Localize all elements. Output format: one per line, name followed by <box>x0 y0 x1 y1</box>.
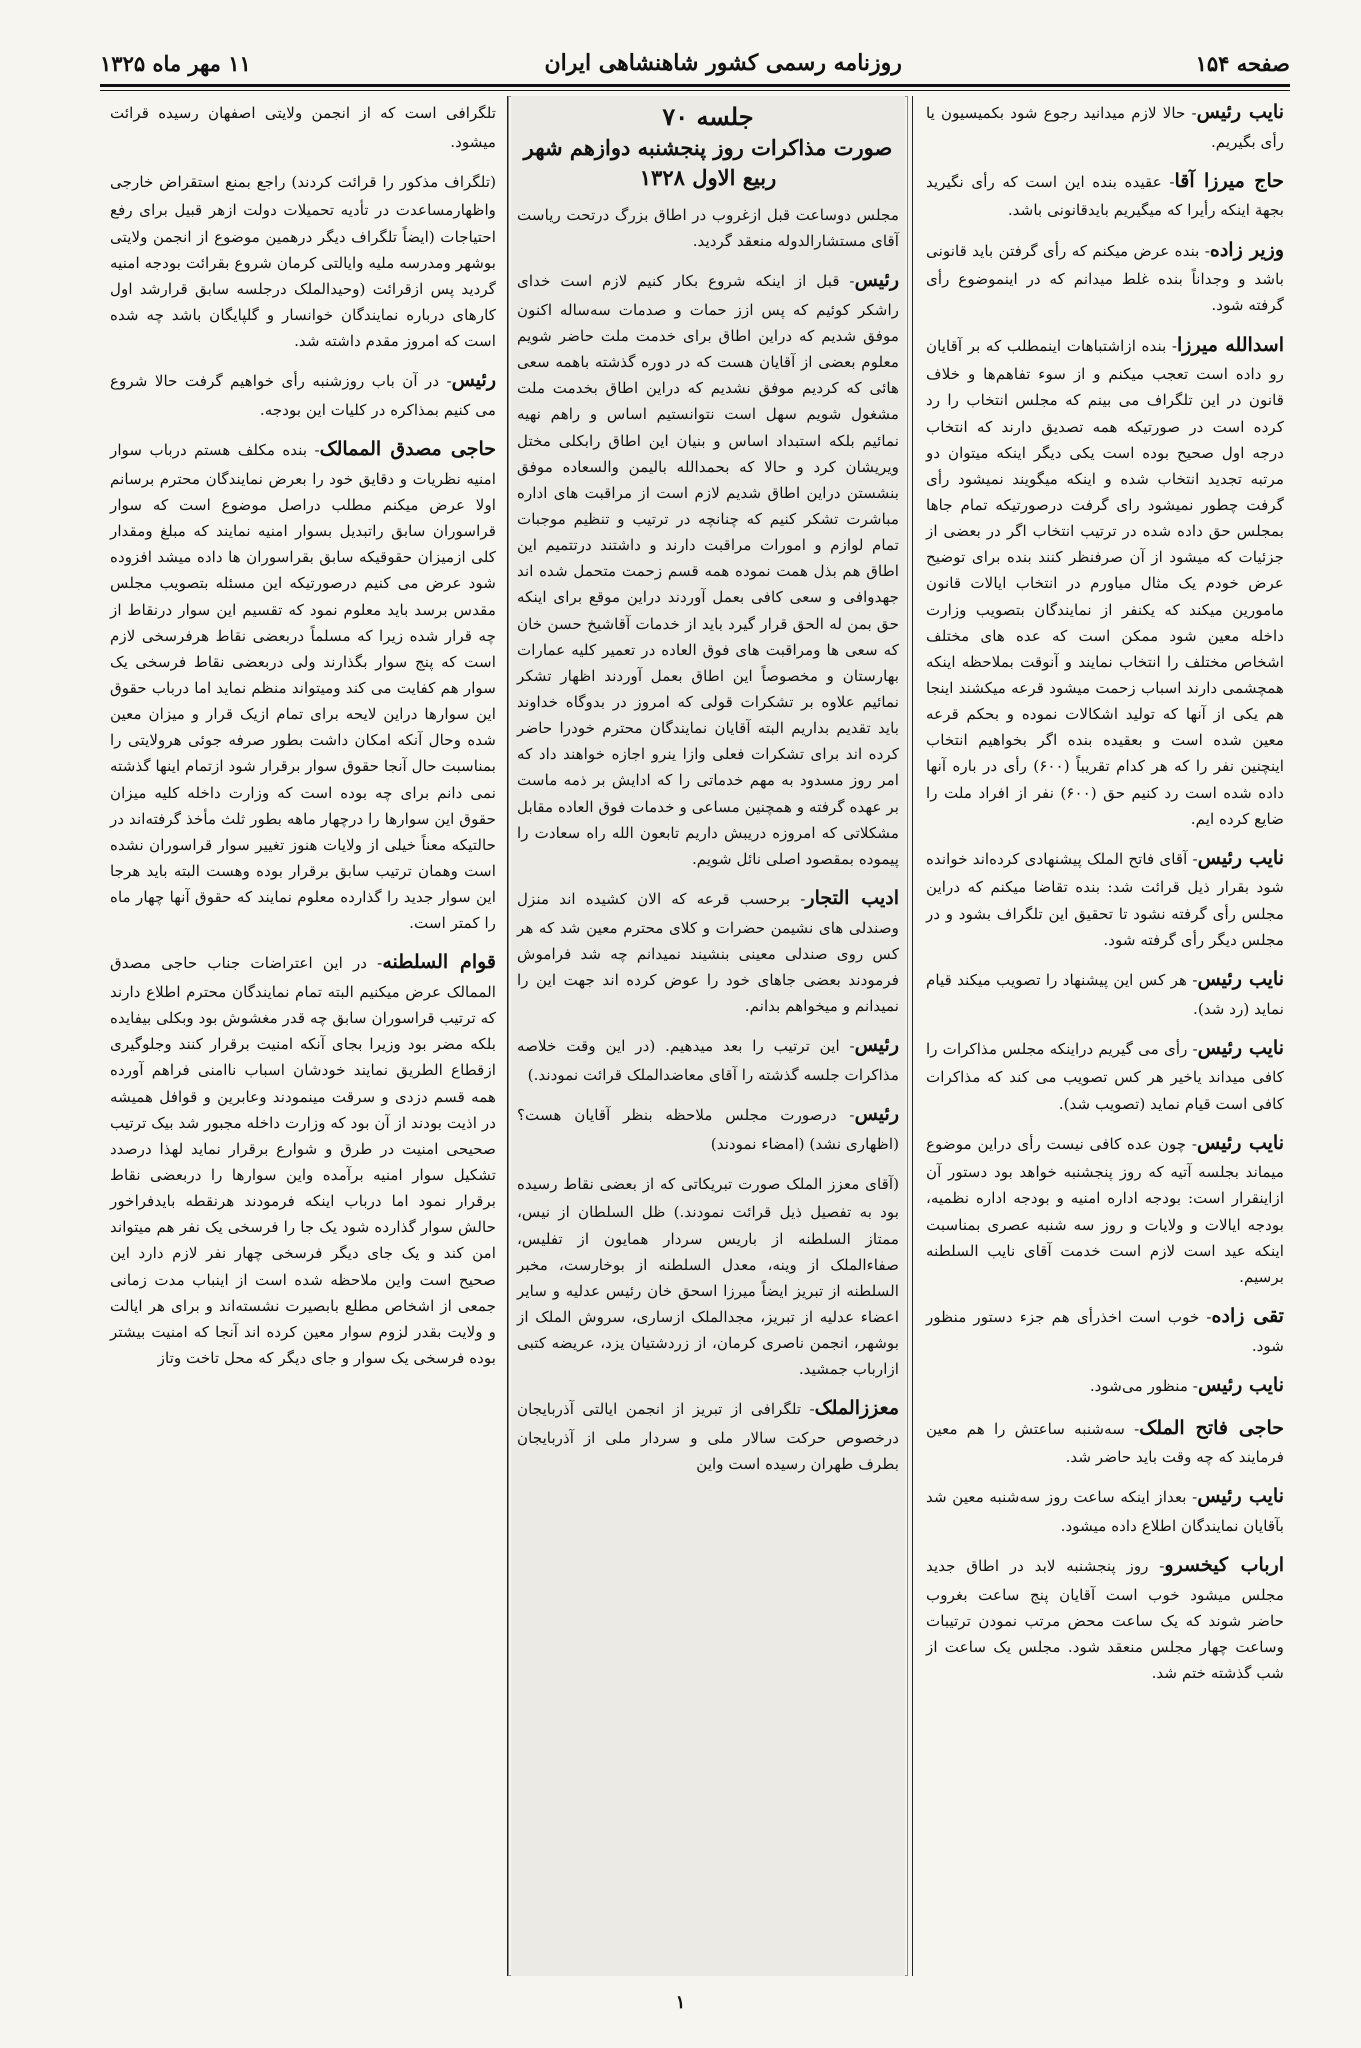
issue-date: ۱۱ مهر ماه ۱۳۲۵ <box>100 50 251 76</box>
page-label: صفحه ۱۵۴ <box>1195 50 1290 76</box>
speech-paragraph <box>110 364 496 423</box>
speech-paragraph <box>110 165 496 355</box>
speech-paragraph <box>926 842 1284 953</box>
speech-text: (تلگراف مذکور را قرائت کردند) راجع بمنع استقراض خارجی واظهارمساعدت در تأدیه تحمیلات دولت ازهر قبیل برای رفع احتیاجات (ایضاً تلگراف دیگر درهمین موضوع از انجمن ولایتی بوشهر ومدرسه ملیه وایالتی کرمان شروع بقرائت بودجه امنیه گردید پس ازقرائت (وحیدالملک درجلسه سابق قرارشد اول کارهای درباره نمایندگان خوانسار و گلپایگان باشد چه شده است که امروز مقدم داشته شد. <box>110 172 496 351</box>
speech-text: - رأی می گیریم دراینکه مجلس مذاکرات را کافی میداند یاخیر هر کس تصویب می کند که مذاکرات کافی است قیام نماید (تصویب شد). <box>926 1039 1284 1113</box>
speech-paragraph <box>110 433 496 936</box>
speech-text: - قبل از اینکه شروع بکار کنیم لازم است خدای راشکر کوئیم که پس ازز حمات و صدمات سه‌ساله اکنون موفق شدیم که دراین اطاق برای خدمت ملت حاضر شویم معلوم بعضی از آقایان هست که در دوره گذشته باهمه سعی هائی که کردیم موفق نشدیم که دراین اطاق بخدمت ملت مشغول شویم سهل است نتوانستیم اساس و راهم نهیه نمائیم بلکه استبداد اساس و بنیان این اطاق رابکلی مختل ویریشان کرد و حالا که بحمدالله بالیمن والسعاده موفق بنشستن دراین اطاق شدیم لازم است از مراقبت های اداره مباشرت تشکر کنیم که چنانچه در ترتیب و تنظیم موجبات تمام لوازم و امورات مراقبت دارند و داشتند درتتمیم این اطاق هم بذل همت نموده همه قسم زحمت متحمل شده اند جهدوافی و سعی کافی بعمل آوردند دراین موقع برای اینکه حق بمن له الحق قرار گیرد باید از خدمات آقاشیخ حسن خان که سعی ها ومراقبت های فوق العاده در تعمیر کلیه عمارات بهارستان و مخصوصاً این اطاق بعمل آوردند اظهار تشکر نمائیم علاوه بر تشکرات قولی که امروز در بدوگاه خداوند باید تقدیم بداریم البته آقایان نمایندگان محترم خودرا حاضر کرده اند برای تشکرات فعلی وازا ینرو اجازه خواهند داد که امر روز مسدود به مهم خدماتی را که ادایش بر ذمه ماست بر عهده گرفته و همچنین مساعی و خدمات فوق العاده مقابل مشکلاتی که امروزه دریبش داریم تابعون الله راه سعادت را پیموده بمقصود اصلی نائل شویم. <box>517 272 899 868</box>
speech-text: - برحسب قرعه که الان کشیده اند منزل وصندلی های نشیمن حضرات و کلای محترم معین شد که هر کس روی صندلی معینی بنشیند نمیدانم چه شد فراموش فرمودند بعضی جاهای خود را عوض کرده اند جهت این را نمیدانم و میخواهم بدانم. <box>517 889 899 1016</box>
speech-text: - روز پنجشنبه لابد در اطاق جدید مجلس میشود خوب است آقایان پنج ساعت بغروب حاضر شوند که یک ساعت محض مرتب نمودن ترتیبات وساعت چهار مجلس منعقد شود. مجلس یک ساعت از شب گذشته ختم شد. <box>926 1557 1284 1683</box>
speaker-name: نایب رئیس <box>1196 101 1285 123</box>
speaker-name: نایب رئیس <box>1197 1131 1284 1154</box>
speaker-name: تقی زاده <box>1211 1305 1284 1328</box>
speech-text: - منظور می‌شود. <box>1089 1376 1198 1395</box>
masthead-rule <box>100 84 1290 87</box>
speech-paragraph <box>110 946 496 1371</box>
speech-paragraph <box>926 1369 1284 1402</box>
speaker-name: نایب رئیس <box>1197 1485 1284 1508</box>
speech-paragraph <box>517 1029 899 1088</box>
speech-text: - هر کس این پیشنهاد را تصویب میکند قیام نماید (رد شد). <box>926 970 1284 1018</box>
speech-text: (آقای معزز الملک صورت تبریکاتی که از بعضی نقاط رسیده بود به تفصیل ذیل قرائت نمودند.) ظل السلطان از نیس، ممتاز السلطنه از باریس سردار همایون از تفلیس، صفاءالملک از وینه، معدل السلطنه از بوخارست، مخبر السلطنه از تبریز ایضاً میرزا اسحق خان رئیس عدلیه و سایر اعضاء عدلیه از تبریز، مجدالملک ازساری، سروش الملک از بوشهر، انجمن ناصری کرمان، از زردشتیان یزد، عریضه کتبی ازارباب جمشید. <box>517 1174 899 1379</box>
speech-paragraph <box>110 96 496 155</box>
speaker-name: وزیر زاده <box>1209 238 1284 261</box>
speech-text: - خوب است اخذرأی هم جزء دستور منظور شود. <box>926 1308 1284 1355</box>
speech-text: - بنده مکلف هستم درباب سوار امنیه نظریات و دقایق خود را بعرض نمایندگان محترم برسانم اولا عرض میکنم مطلب دراصل موضوع است که سوار قراسوران سابق راتبدیل بسوار امنیه نمایند که مبلغ ومقدار کلی ازمیزان حقوقیکه سابق بقراسوران ها داده میشد افزوده شود عرض می کنیم درصورتیکه این مسئله بتصویب مجلس مقدس برسد باید معلوم نمود که تقسیم این سوار درنقاط از چه قرار شده زیرا که مسلماً دربعضی نقاط هرفرسخی لازم است که پنج سوار بگذارند ولی دربعضی نقاط فرسخی یک سوار هم کفایت می کند ومیتواند منظم نماید اما درباب حقوق این سوارها دراین لایحه برای تمام ازیک قرار و میزان معین شده وحال آنکه امکان داشت بطور صرفه جوئی هرولایتی را بمناسبت حال آنجا حقوق سوار برقرار شود ازتمام اینها گذشته نمی دانم برای چه بوده است که وزارت داخله کلیه میزان حقوق این سوارها را درچهار ماهه بطور ثلث مأخذ گرفته‌اند در حالتیکه معناً خیلی از ولایات هنوز تغییر سوار قراسوران نشده است وهمان ترتیب سابق برقرار بوده وهست البته باید هرجا این سوار جدید را گذارده معلوم نمایند که حقوق آنها چهار ماه را کمتر است. <box>110 441 496 933</box>
speech-text: - چون عده کافی نیست رأی دراین موضوع میماند بجلسه آتیه که روز پنجشنبه خواهد بود دستور آن ازاینقرار است: بودجه اداره امنیه و بودجه اداره نظمیه، بودجه ایالات و ولایات و روز سه شنبه عصری بمناسبت اینکه عید است لازم است خدمت آقای نایب السلطنه برسیم. <box>926 1134 1284 1286</box>
speaker-name: ادیب التجار <box>805 886 899 909</box>
speech-paragraph <box>926 1032 1284 1117</box>
speech-text: - بنده ازاشتباهات اینمطلب که بر آقایان رو داده است تعجب میکنم و از سوء تفاهم‌ها و خلاف قانون در این تلگراف می بینم که مجلس انتخاب را رد کرده است در صورتیکه همه تصدیق دارند که انتخاب درجه اول صحیح بوده است یکی دیگر اینکه میتوان دو مرتبه تجدید انتخاب شده و اینکه میگویند نمیشود رأی گرفت چطور نمیشود رای گرفت درصورتیکه تمام جاها بمجلس حق داده شده در ترتیب انتخاب اگر در بعضی از جزئیات که میشود از آن صرفنظر کنند بنده برای توضیح عرض خودم یک مثال میاورم در انتخاب ایالات قانون مامورین میکند که یکنفر از نمایندگان بتصویب وزارت داخله معین شود ممکن است که عده های مختلف اشخاص مختلف را انتخاب نمایند و آنوقت بملاحظه اینکه همچشمی دارند اسباب زحمت میشود قرعه میکشند اینجا هم یکی از آنها که تولید اشکالات نموده و بحکم قرعه معین شده است و بعقیده بنده اگر بخواهیم انتخاب اینچنین نفر را که هر کدام تقریباً (۶۰۰) رأی در باره آنها داده شده است رد کنیم حق (۶۰۰) نفر از افراد ملت را ضایع کرده ایم. <box>926 336 1285 828</box>
speech-paragraph <box>517 1098 899 1157</box>
column-divider <box>912 96 913 1976</box>
speaker-name: ارباب کیخسرو <box>1164 1554 1285 1577</box>
speech-paragraph <box>926 96 1284 155</box>
newspaper-title: روزنامه رسمی کشور شاهنشاهی ایران <box>544 50 902 76</box>
speaker-name: رئیس <box>451 369 496 392</box>
speech-text: - عقیده بنده این است که رأی نگیرید بجهة اینکه رأیرا که میگیریم بایدقانونی باشد. <box>926 172 1284 220</box>
speech-paragraph <box>926 329 1284 832</box>
speech-text: - درصورت مجلس ملاحظه بنظر آقایان هست؟ (اظهاری نشد) (امضاء نمودند) <box>517 1105 899 1153</box>
session-title: صورت مذاکرات روز پنجشنبه دوازهم شهر ربیع الاول ۱۳۲۸ <box>523 135 893 191</box>
speaker-name: حاجی فاتح الملک <box>1139 1416 1285 1439</box>
speaker-name: اسدالله میرزا <box>1177 333 1284 356</box>
speaker-name: رئیس <box>854 1034 899 1057</box>
speaker-name: نایب رئیس <box>1197 1373 1284 1396</box>
speech-paragraph <box>926 1412 1284 1471</box>
speaker-name: قوام السلطنه <box>382 951 496 974</box>
speech-paragraph <box>517 264 899 872</box>
speaker-name: حاجی مصدق الممالک <box>319 438 496 461</box>
speech-text: - سه‌شنبه ساعتش را هم معین فرمایند که چه وقت باید حاضر شد. <box>926 1419 1284 1467</box>
speech-text: - آقای فاتح الملک پیشنهادی کرده‌اند خوانده شود بقرار ذیل قرائت شد: بنده تقاضا میکنم که دراین مجلس رأی گرفته نشود تا تحقیق این تلگراف بشود و در مجلس دیگر رأی گرفته شود. <box>926 849 1284 949</box>
speaker-name: نایب رئیس <box>1197 846 1284 869</box>
speaker-name: حاج میرزا آقا <box>1174 169 1284 192</box>
speech-paragraph <box>926 165 1284 224</box>
speech-paragraph <box>926 1300 1284 1359</box>
speech-paragraph <box>926 1549 1284 1686</box>
speech-text: - بنده عرض میکنم که رأی گرفتن باید قانونی باشد و وجداناً بنده غلط میدانم که در اینموضوع رأی گرفته شود. <box>926 241 1284 315</box>
speech-text: - این ترتیب را بعد میدهیم. (در این وقت خلاصه مذاکرات جلسه گذشته را آقای معاضدالملک قرائت نمودند.) <box>517 1037 899 1084</box>
speaker-name: نایب رئیس <box>1197 967 1284 990</box>
speech-paragraph <box>517 1392 899 1477</box>
right-column <box>920 96 1290 1976</box>
speech-text: - بعداز اینکه ساعت روز سه‌شنبه معین شد بآقایان نمایندگان اطلاع داده میشود. <box>926 1488 1284 1535</box>
speaker-name: رئیس <box>854 269 899 292</box>
speech-text: تلگرافی است که از انجمن ولایتی اصفهان رسیده قرائت میشود. <box>110 104 496 151</box>
left-column <box>104 96 502 1976</box>
page-number: ۱ <box>675 1992 686 2013</box>
speech-paragraph <box>926 234 1284 319</box>
speaker-name: نایب رئیس <box>1197 1036 1284 1059</box>
middle-column <box>511 96 905 1976</box>
speech-paragraph <box>517 882 899 1019</box>
speaker-name: معززالملک <box>814 1397 899 1420</box>
masthead <box>100 44 1290 82</box>
speaker-name: رئیس <box>854 1102 899 1125</box>
session-intro: مجلس دوساعت قبل ازغروب در اطاق بزرگ درتحت ریاست آقای مستشارالدوله منعقد گردید. <box>517 205 899 251</box>
speech-paragraph <box>926 1480 1284 1539</box>
speech-text: - حالا لازم میدانید رجوع شود بکمیسیون یا رأی بگیریم. <box>926 104 1284 151</box>
speech-paragraph <box>517 1167 899 1383</box>
masthead-rule-thin <box>100 90 1290 91</box>
speech-text: - تلگرافی از تبریز از انجمن ایالتی آذربایجان درخصوص حرکت سالار ملی و سردار ملی از آذربایجان بطرف طهران رسیده است واین <box>517 1400 899 1474</box>
speech-paragraph <box>926 963 1284 1022</box>
session-number: جلسه ۷۰ <box>662 102 754 131</box>
speech-text: - در آن باب روزشنبه رأی خواهیم گرفت حالا شروع می کنیم بمذاکره در کلیات این بودجه. <box>110 372 496 419</box>
speech-text: - در این اعتراضات جناب حاجی مصدق الممالک عرض میکنیم البته تمام نمایندگان محترم اطلاع دارند که ترتیب قراسوران سابق چه قدر مغشوش بود وبکلی بیفایده بلکه مضر بود وزیرا بجای آنکه امنیت برقرار کنند وجلوگیری ازقطاع الطریق نمایند خودشان اسباب ناامنی فراهم آورده همه قسم دزدی و سرقت مینمودند وعابرین و قوافل همیشه در اذیت بودند از آن بود که وزارت داخله مجبور شد بیک ترتیب صحیحی امنیت در طرق و شوارع برقرار نماید لهذا درصدد تشکیل سوار امنیه برآمده واین سوارها را دربعضی نقاط برقرار نمود اما درباب اینکه فرمودند هرنقطه بایدفراخور حالش سوار گذارده شود یک جا را فرسخی یک نفر هم میتواند امن کند و یک جای دیگر فرسخی چهار نفر لازم دارد این صحیح است واین ملاحظه شده است از اینباب مدت زمانی جمعی از اشخاص مطلع بابصیرت نشسته‌اند و برای هر ایالت و ولایت بقدر لزوم سوار معین کرده اند آنجا که امنیت بیشتر بوده فرسخی یک سوار و جای دیگر که محل تاخت وتاز <box>110 954 496 1367</box>
speech-paragraph <box>926 1127 1284 1290</box>
